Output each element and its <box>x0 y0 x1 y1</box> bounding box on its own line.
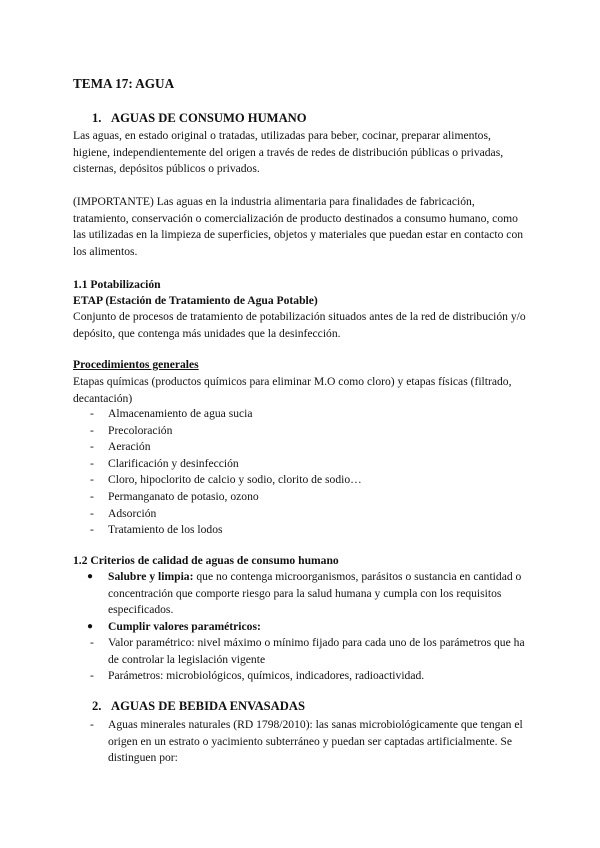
section-1-paragraph-2: (IMPORTANTE) Las aguas en la industria alimentaria para finalidades de fabricación, tratamiento, conservación o comercialización de producto destinados a consumo humano, como las utilizadas en la limpieza de superficies, objetos y materiales que puedan estar en contacto con los alimentos. <box>73 195 524 258</box>
dash-marker: - <box>90 636 94 649</box>
dash-marker: - <box>90 506 94 520</box>
criteria-list <box>73 569 528 635</box>
dash-marker: - <box>90 473 94 487</box>
list-item: ● Cumplir valores paramétricos: <box>73 619 528 636</box>
dash-marker: - <box>90 407 94 420</box>
document-title: TEMA 17: AGUA <box>73 76 175 91</box>
etap-description: Conjunto de procesos de tratamiento de potabilización situados antes de la red de distribución y/o depósito, que contenga más unidades que la desinfección. <box>73 310 526 340</box>
section-number: 2. <box>92 699 102 713</box>
list-item: - Aguas minerales naturales (RD 1798/2010): las sanas microbiológicamente que tengan el origen en un estrato o yacimiento subterráneo y puedan ser captadas artificialmente. Se distinguen por: <box>90 718 523 765</box>
procedures-description: Etapas químicas (productos químicos para eliminar M.O como cloro) y etapas físicas (filtrado, decantación) <box>73 375 512 405</box>
dash-marker: - <box>90 523 94 537</box>
etap-heading: ETAP (Estación de Tratamiento de Agua Potable) <box>73 294 318 307</box>
parameter-list <box>73 635 528 685</box>
procedures-heading: Procedimientos generales <box>73 358 199 371</box>
dash-marker: - <box>90 669 94 683</box>
subsection-1-2-heading: 1.2 Criterios de calidad de aguas de consumo humano <box>73 554 339 567</box>
procedures-list <box>73 406 528 539</box>
list-item: - Almacenamiento de agua sucia <box>73 406 528 423</box>
bullet-marker: ● <box>87 620 94 632</box>
procedures-heading-line <box>73 357 528 374</box>
subsection-1-1-heading: 1.1 Potabilización <box>73 278 161 291</box>
dash-marker: - <box>90 489 94 503</box>
list-item: - Tratamiento de los lodos <box>73 522 528 539</box>
list-item: - Clarificación y desinfección <box>73 456 528 473</box>
list-item: ● Salubre y limpia: que no contenga microorganismos, parásitos o sustancia en cantidad o concentración que comporte riesgo para la salud humana y cumpla con los requisitos especificados. <box>87 570 522 617</box>
list-item: - Parámetros: microbiológicos, químicos, indicadores, radioactividad. <box>73 668 528 685</box>
section-number: 1. <box>92 111 102 125</box>
list-item: - Permanganato de potasio, ozono <box>73 489 528 506</box>
bottled-water-list <box>73 717 528 767</box>
list-item: - Adsorción <box>73 506 528 523</box>
section-1-heading <box>73 110 547 127</box>
dash-marker: - <box>90 718 94 731</box>
list-item: - Aeración <box>73 439 528 456</box>
dash-marker: - <box>90 456 94 470</box>
bullet-marker: ● <box>87 571 94 582</box>
dash-marker: - <box>90 423 94 437</box>
section-title: AGUAS DE BEBIDA ENVASADAS <box>111 699 305 713</box>
section-1-paragraph-1: Las aguas, en estado original o tratadas, utilizadas para beber, cocinar, preparar alimentos, higiene, independientemente del origen a través de redes de distribución públicas o privadas, cisternas, depósitos públicos o privados. <box>73 129 504 176</box>
list-item: - Precoloración <box>73 423 528 440</box>
list-item: - Valor paramétrico: nivel máximo o mínimo fijado para cada uno de los parámetros que ha de controlar la legislación vigente <box>90 636 525 666</box>
list-item: - Cloro, hipoclorito de calcio y sodio, clorito de sodio… <box>73 472 528 489</box>
section-title: AGUAS DE CONSUMO HUMANO <box>111 111 307 125</box>
dash-marker: - <box>90 440 94 454</box>
section-2-heading <box>73 698 547 715</box>
